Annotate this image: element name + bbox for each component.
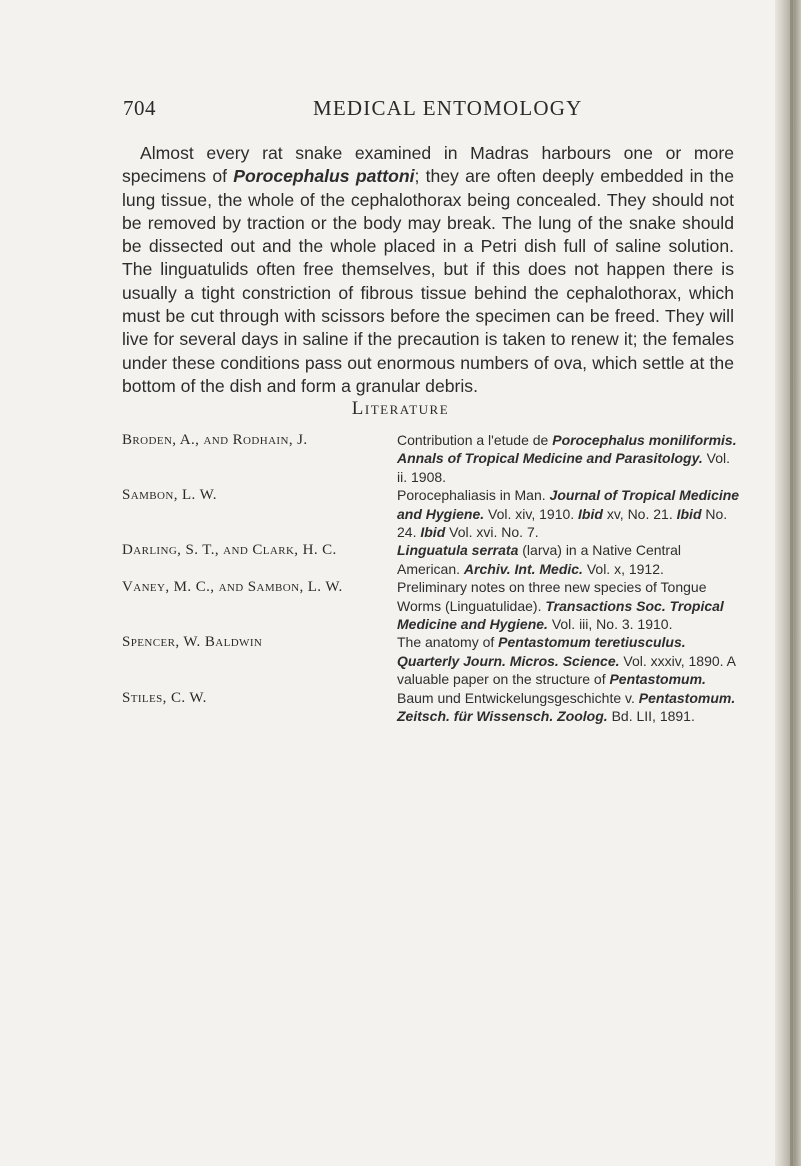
reference-italic-text: Linguatula serrata [397,542,519,559]
reference-text: Vol. ii. 1908. [397,450,730,485]
body-paragraph [122,142,734,398]
literature-entry [122,541,740,578]
literature-reference [397,486,740,541]
reference-italic-text: Ibid [420,524,446,541]
reference-text: Vol. xxxiv, 1890. A valuable paper on the structure of [397,652,736,688]
literature-author: Darling, S. T., and Clark, H. C. [122,542,337,559]
reference-text: Porocephaliasis in Man. [397,487,550,504]
species-name: Porocephalus pattoni [233,166,415,187]
reference-italic-text: Ibid [578,505,603,522]
reference-italic-text: Pentastomum teretiusculus. Quarterly Journ. Micros. Science. [397,634,686,669]
literature-author: Spencer, W. Baldwin [122,634,263,651]
literature-author: Vaney, M. C., and Sambon, L. W. [122,579,343,596]
reference-text: Baum und Entwickelungsgeschichte v. [397,689,639,706]
literature-reference [397,689,740,726]
literature-entry [122,689,740,726]
reference-text: Preliminary notes on three new species of Tongue Worms (Linguatulidae). [397,579,707,614]
literature-entry [122,633,740,688]
reference-italic-text: Porocephalus moniliformis. Annals of Tropical Medicine and Parasitology. [397,432,737,467]
literature-author: Broden, A., and Rodhain, J. [122,432,308,448]
reference-italic-text: Transactions Soc. Tropical Medicine and Hygiene. [397,597,724,633]
running-head: MEDICAL ENTOMOLOGY [313,96,583,120]
reference-italic-text: Archiv. Int. Medic. [463,560,583,577]
paragraph-text-start: Almost every rat snake examined in Madras harbours one or more specimens of [122,143,734,187]
literature-list [122,431,740,726]
literature-entry [122,431,740,486]
literature-reference [397,431,740,486]
book-spine-edge [790,0,793,1166]
literature-author: Sambon, L. W. [122,487,217,504]
reference-italic-text: Pentastomum. Zeitsch. für Wissensch. Zoolog. [397,689,736,725]
book-spine-shadow [775,0,801,1166]
reference-text: Vol. xvi. No. 7. [445,524,539,541]
paragraph-text-rest: ; they are often deeply embedded in the lung tissue, the whole of the cephalothorax being concealed. They should not be removed by traction or the body may break. The lung of the snake should be dissected out and the whole placed in a Petri dish full of saline solution. The linguatulids often free themselves, but if this does not happen there is usually a tight constriction of fibrous tissue behind the cephalothorax, which must be cut through with scissors before the specimen can be freed. They will live for several days in saline if the precaution is taken to renew it; the females under these conditions pass out enormous numbers of ova, which settle at the bottom of the dish and form a granular debris. [122,166,734,396]
reference-text: xv, No. 21. [602,505,677,522]
section-title-literature: Literature [351,398,450,419]
page-header [0,96,775,128]
literature-entry [122,486,740,541]
reference-text: Contribution a l'etude de [397,432,553,448]
reference-italic-text: Ibid [676,505,702,522]
reference-text: No. 24. [397,505,728,541]
literature-author: Stiles, C. W. [122,689,207,706]
literature-reference [397,578,740,633]
page-number: 704 [123,96,156,120]
reference-text: Vol. x, 1912. [582,560,664,577]
literature-reference [397,541,740,578]
reference-text: (larva) in a Native Central American. [397,542,681,577]
reference-text: The anatomy of [397,634,499,651]
reference-text: Vol. iii, No. 3. 1910. [547,616,673,633]
literature-reference [397,633,740,688]
reference-italic-text: Journal of Tropical Medicine and Hygiene. [397,487,740,522]
reference-text: Bd. LII, 1891. [607,708,695,725]
reference-italic-text: Pentastomum. [609,671,706,688]
literature-entry [122,578,740,633]
reference-text: Vol. xiv, 1910. [484,505,579,522]
